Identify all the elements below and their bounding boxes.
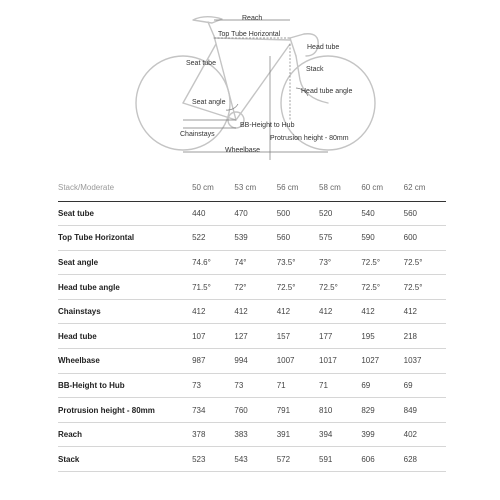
diagram-label-wheelbase: Wheelbase xyxy=(225,147,261,154)
table-cell: 69 xyxy=(403,380,413,390)
table-row xyxy=(58,349,446,374)
row-label: Top Tube Horizontal xyxy=(58,233,135,243)
table-cell: 412 xyxy=(192,307,206,317)
table-cell: 127 xyxy=(234,331,248,341)
table-cell: 74.6° xyxy=(192,257,211,267)
table-row xyxy=(58,250,446,275)
table-cell: 72.5° xyxy=(361,257,381,267)
table-row xyxy=(58,275,446,300)
table-row xyxy=(58,299,446,324)
bike-frame-drawing xyxy=(0,0,500,165)
table-cell: 500 xyxy=(276,208,291,218)
row-label: Chainstays xyxy=(58,307,101,317)
diagram-label-head-tube-angle: Head tube angle xyxy=(301,88,353,95)
table-row xyxy=(58,201,446,226)
table-header-label: Stack/Moderate xyxy=(58,174,192,201)
head-tube-line xyxy=(290,38,296,56)
diagram-label-bb-height-to-hub: BB-Height to Hub xyxy=(240,122,295,129)
table-cell: 791 xyxy=(276,405,291,415)
row-label: Stack xyxy=(58,454,80,464)
diagram-label-stack: Stack xyxy=(306,66,324,73)
table-row xyxy=(58,398,446,423)
table-cell: 399 xyxy=(361,430,375,440)
size-header: 50 cm xyxy=(192,174,234,201)
row-label: Seat tube xyxy=(58,208,95,218)
table-cell: 470 xyxy=(234,208,248,218)
table-cell: 412 xyxy=(403,307,417,317)
size-header: 62 cm xyxy=(404,174,446,201)
table-cell: 195 xyxy=(361,331,375,341)
table-cell: 69 xyxy=(361,380,371,390)
table-cell: 572 xyxy=(276,454,291,464)
table-cell: 1027 xyxy=(361,356,380,366)
table-row xyxy=(58,422,446,447)
table-cell: 72.5° xyxy=(361,282,381,292)
table-cell: 391 xyxy=(276,430,291,440)
table-cell: 412 xyxy=(361,307,375,317)
table-cell: 71 xyxy=(319,380,328,390)
table-cell: 71.5° xyxy=(192,282,211,292)
table-cell: 543 xyxy=(234,454,248,464)
table-cell: 734 xyxy=(192,405,206,415)
table-cell: 590 xyxy=(361,233,375,243)
row-label: Seat angle xyxy=(58,257,99,267)
table-cell: 157 xyxy=(276,331,291,341)
table-cell: 560 xyxy=(403,208,417,218)
table-cell: 810 xyxy=(319,405,333,415)
table-cell: 606 xyxy=(361,454,375,464)
size-header: 56 cm xyxy=(277,174,319,201)
table-cell: 575 xyxy=(319,233,333,243)
table-cell: 994 xyxy=(234,356,248,366)
table-row xyxy=(58,373,446,398)
diagram-label-head-tube: Head tube xyxy=(307,44,340,51)
table-cell: 760 xyxy=(234,405,248,415)
diagram-label-chainstays: Chainstays xyxy=(180,131,215,138)
table-cell: 107 xyxy=(192,331,206,341)
table-cell: 1017 xyxy=(319,356,337,366)
table-cell: 412 xyxy=(319,307,333,317)
table-cell: 600 xyxy=(403,233,417,243)
table-cell: 829 xyxy=(361,405,375,415)
table-cell: 73 xyxy=(234,380,244,390)
table-cell: 383 xyxy=(234,430,248,440)
table-cell: 71 xyxy=(276,380,286,390)
diagram-label-seat-angle: Seat angle xyxy=(192,99,226,106)
table-cell: 539 xyxy=(234,233,248,243)
table-cell: 591 xyxy=(319,454,333,464)
diagram-label-top-tube-horizontal: Top Tube Horizontal xyxy=(218,31,281,38)
table-cell: 72.5° xyxy=(403,257,423,267)
row-label: Wheelbase xyxy=(58,356,100,366)
table-row xyxy=(58,324,446,349)
table-cell: 72° xyxy=(234,282,247,292)
table-cell: 177 xyxy=(319,331,333,341)
diagram-label-seat-tube: Seat tube xyxy=(186,60,216,67)
diagram-label-protrusion-height: Protrusion height - 80mm xyxy=(270,135,349,142)
seat-tube xyxy=(214,36,236,120)
table-row xyxy=(58,226,446,251)
table-cell: 74° xyxy=(234,257,247,267)
table-cell: 72.5° xyxy=(403,282,423,292)
table-cell: 394 xyxy=(319,430,333,440)
table-cell: 522 xyxy=(192,233,206,243)
table-cell: 73° xyxy=(319,257,332,267)
table-cell: 560 xyxy=(276,233,291,243)
table-cell: 849 xyxy=(403,405,417,415)
size-header: 53 cm xyxy=(234,174,276,201)
table-cell: 72.5° xyxy=(319,282,338,292)
seatstay xyxy=(183,44,216,103)
table-body xyxy=(58,201,446,472)
table-cell: 73.5° xyxy=(276,257,296,267)
diagram-label-reach: Reach xyxy=(242,15,263,22)
table-cell: 412 xyxy=(276,307,291,317)
table-cell: 1037 xyxy=(403,356,422,366)
size-header: 60 cm xyxy=(361,174,403,201)
table-cell: 73 xyxy=(192,380,201,390)
table-cell: 520 xyxy=(319,208,333,218)
table-cell: 1007 xyxy=(276,356,295,366)
table-cell: 987 xyxy=(192,356,206,366)
seatpost xyxy=(208,22,214,36)
stem xyxy=(290,34,304,38)
table-cell: 402 xyxy=(403,430,417,440)
table-cell: 540 xyxy=(361,208,375,218)
table-row xyxy=(58,447,446,472)
table-cell: 412 xyxy=(234,307,248,317)
row-label: Head tube xyxy=(58,331,97,341)
table-header-row xyxy=(58,174,446,201)
table-cell: 523 xyxy=(192,454,206,464)
row-label: Protrusion height - 80mm xyxy=(58,405,155,415)
table-cell: 628 xyxy=(403,454,417,464)
table-cell: 218 xyxy=(403,331,417,341)
geometry-table xyxy=(58,174,446,472)
table-cell: 378 xyxy=(192,430,206,440)
row-label: BB-Height to Hub xyxy=(58,380,125,390)
bike-geometry-diagram xyxy=(0,0,500,165)
table-cell: 72.5° xyxy=(276,282,296,292)
row-label: Head tube angle xyxy=(58,282,120,292)
table-cell: 440 xyxy=(192,208,206,218)
row-label: Reach xyxy=(58,430,83,440)
size-header: 58 cm xyxy=(319,174,361,201)
